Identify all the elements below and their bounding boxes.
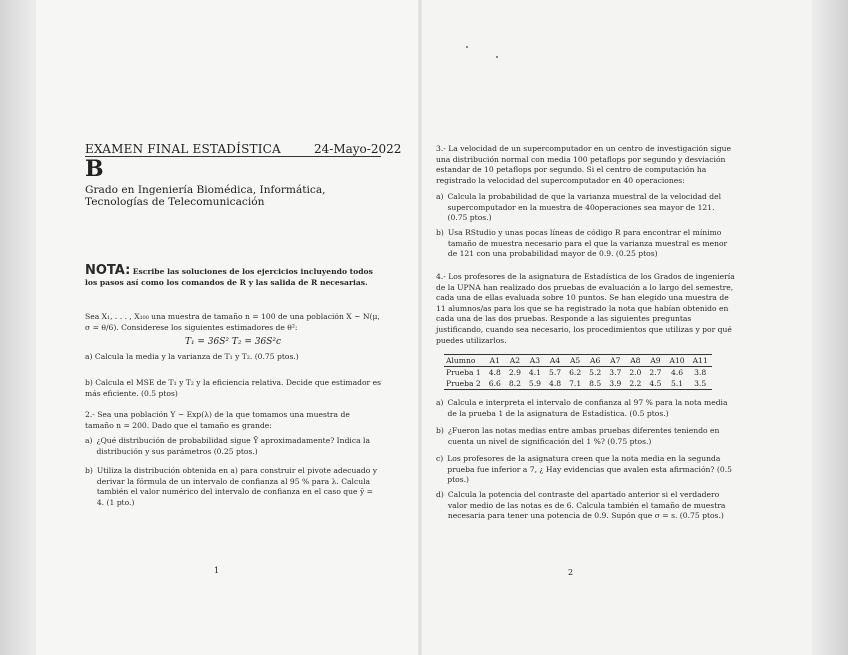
table-header-cell: A1 [489,356,500,365]
exam-title: EXAMEN FINAL ESTADÍSTICA [85,142,281,156]
q4-d-label: d) [436,490,444,499]
q4-b-text: ¿Fueron las notas medias entre ambas pruebas diferentes teniendo en cuenta un nivel de significación del 1 %? (0.75 ptos.) [447,426,720,446]
table-row [444,367,712,379]
q2-intro: 2.- Sea una población Y ~ Exp(λ) de la que tomamos una muestra de tamaño n = 200. Dado que el tamaño es grande: [85,410,350,430]
table-cell: 5.1 [671,379,684,388]
table-header-cell: A11 [692,356,708,365]
table-cell: 5.7 [549,368,562,377]
table-header-cell: A2 [509,356,521,365]
table-cell: 5.9 [528,379,541,388]
q2-b [85,466,381,508]
table-cell: 5.2 [589,368,602,377]
table-cell: 2.0 [629,368,642,377]
table-cell: 2.2 [629,379,642,388]
q4-d [436,490,736,522]
q2-b-text: Utiliza la distribución obtenida en a) para construir el pivote adecuado y derivar la fórmula de un intervalo de confianza al 95 % para λ. Calcula también el valor numérico del intervalo de confianza en el caso que ȳ = 4. (1 pto.) [96,466,378,507]
q2-a [85,436,381,457]
q4-c-label: c) [436,454,444,463]
q4-c-text: Los profesores de la asignatura creen que la nota media en la segunda prueba fue inferior a 7, ¿ Hay evidencias que avalen esta afirmación? (0.5 ptos.) [447,454,732,485]
q3-a-text: Calcula la probabilidad de que la varianza muestral de la velocidad del supercomputador en la muestra de 40operaciones sea mayor de 121. (0.75 ptos.) [447,192,722,223]
table-header-cell: A4 [549,356,561,365]
degree-line: Grado en Ingeniería Biomédica, Informática, Tecnologías de Telecomunicación [85,184,326,208]
nota-block [85,263,381,288]
q3-b-label: b) [436,228,444,237]
q2-a-label: a) [85,436,93,445]
page-number-2: 2 [568,568,574,577]
q1-b: b) Calcula el MSE de T₁ y T₂ y la eficiencia relativa. Decide que estimador es más eficiente. (0.5 ptos) [85,378,381,398]
table-cell: 3.7 [609,368,622,377]
q3-b [436,228,736,260]
table-cell: 4.8 [549,379,562,388]
q3-intro: 3.- La velocidad de un supercomputador en un centro de investigación sigue una distribución normal con media 100 petaflops por segundo y desviación estandar de 10 petaflops por segundo. Si el centro de computación ha registrado la velocidad del supercomputador en 40 operaciones: [436,144,731,185]
table-cell: 3.9 [609,379,622,388]
table-header-cell: A7 [610,356,621,365]
q2-b-label: b) [85,466,93,475]
q4-a-text: Calcula e interpreta el intervalo de confianza al 97 % para la nota media de la prueba 1 de la asignatura de Estadística. (0.5 ptos.) [447,398,728,418]
table-cell: Prueba 1 [446,368,481,377]
scan-speck [496,56,498,58]
q4-c [436,454,736,486]
q2-a-text: ¿Qué distribución de probabilidad sigue Ȳ aproximadamente? Indica la distribución y sus parámetros (0.25 ptos.) [96,436,371,456]
q1-intro: Sea X₁, . . . , X₁₀₀ una muestra de tamaño n = 100 de una población X ~ N(μ, σ = θ/6). Considerese los siguientes estimadores de θ²: [85,312,380,332]
table-header-cell: A5 [569,356,581,365]
table-cell: 2.7 [649,368,662,377]
table-header-cell: A8 [630,356,641,365]
q4-a [436,398,736,419]
q3-b-text: Usa RStudio y unas pocas líneas de código R para encontrar el mínimo tamaño de muestra necesario para el que la varianza muestral es menor de 121 con una probabilidad mayor de 0.9. (0.25 ptos) [447,228,728,259]
q4-intro: 4.- Los profesores de la asignatura de Estadística de los Grados de ingeniería de la UPNA han realizado dos pruebas de evaluación a lo largo del semestre, cada una de ellas evaluada sobre 10 puntos. Se han elegido una muestra de 11 alumnos/as para los que se ha registrado la nota que habían obtenido en cada una de las dos pruebas. Responde a las siguientes preguntas justificando, cuando sea necesario, los procedimientos que utilizas y por qué puedes utilizarlos. [436,272,735,345]
table-cell: 4.5 [649,379,662,388]
q4-d-text: Calcula la potencia del contraste del apartado anterior si el verdadero valor medio de las notas es de 6. Calcula también el tamaño de muestra necesaria para tener una potencia de 0.9. Supón que σ = s. (0.75 ptos.) [447,490,726,521]
q1-formula: T₁ = 36S² T₂ = 36S²c [184,337,282,347]
table-header-cell: Alumno [446,356,476,365]
table-cell: Prueba 2 [446,379,481,388]
table-cell: 3.5 [694,379,707,388]
grades-table [444,354,712,390]
table-cell: 7.1 [569,379,582,388]
table-cell: 6.2 [569,368,582,377]
table-header-cell: A6 [590,356,601,365]
exam-model-letter: B [85,156,104,182]
q4-a-label: a) [436,398,444,407]
table-cell: 8.2 [508,379,521,388]
table-cell: 4.8 [488,368,501,377]
grades-table-wrap [444,354,712,390]
q3-a-label: a) [436,192,444,201]
header-rule [85,156,381,157]
nota-text: Escribe las soluciones de los ejercicios incluyendo todos los pasos así como los comandos de R y las salida de R necesarias. [85,267,373,287]
table-cell: 2.9 [508,368,521,377]
q1-a: a) Calcula la media y la varianza de T₁ y T₂. (0.75 ptos.) [85,352,299,361]
table-row [444,378,712,390]
grades-table-header [444,355,712,367]
q3-a [436,192,736,224]
nota-label: NOTA: [85,263,131,278]
table-header-cell: A10 [669,356,685,365]
table-cell: 3.8 [694,368,707,377]
page-number-1: 1 [214,566,220,575]
table-header-cell: A3 [529,356,541,365]
scan-speck [466,46,468,48]
table-cell: 8.5 [589,379,602,388]
page-fold [418,0,422,655]
q4-b-label: b) [436,426,444,435]
table-header-cell: A9 [650,356,661,365]
exam-date: 24-Mayo-2022 [314,142,402,156]
table-cell: 6.6 [488,379,501,388]
table-cell: 4.1 [528,368,541,377]
q4-b [436,426,736,447]
table-cell: 4.6 [671,368,684,377]
